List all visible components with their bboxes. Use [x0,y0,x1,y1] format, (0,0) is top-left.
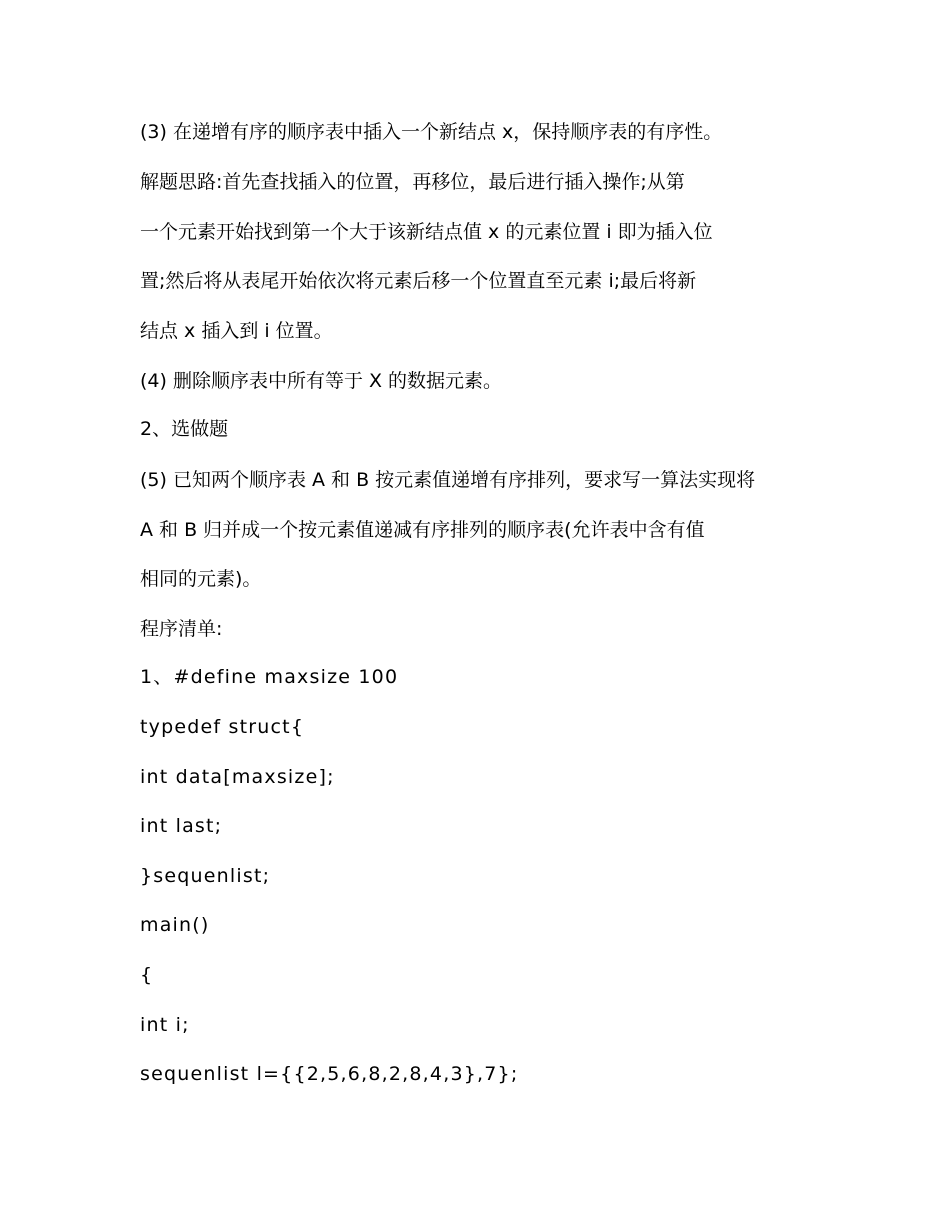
solution-idea-line-1: 解题思路:首先查找插入的位置，再移位，最后进行插入操作;从第 [140,171,685,193]
task-5-line-3: 相同的元素)。 [140,568,262,590]
program-listing-heading: 程序清单: [140,618,223,640]
solution-idea-line-2: 一个元素开始找到第一个大于该新结点值 x 的元素位置 i 即为插入位 [140,221,713,243]
code-line: }sequenlist; [140,865,271,887]
code-line: 1、#define maxsize 100 [140,666,399,688]
solution-idea-line-3: 置;然后将从表尾开始依次将元素后移一个位置直至元素 i;最后将新 [140,270,697,292]
task-5-line-2: A 和 B 归并成一个按元素值递减有序排列的顺序表(允许表中含有值 [140,519,705,541]
code-line: { [140,964,154,986]
task-3-description: (3) 在递增有序的顺序表中插入一个新结点 x，保持顺序表的有序性。 [140,121,723,143]
code-line: int last; [140,815,223,837]
optional-section-heading: 2、选做题 [140,418,229,440]
code-line: typedef struct{ [140,716,305,738]
task-5-line-1: (5) 已知两个顺序表 A 和 B 按元素值递增有序排列，要求写一算法实现将 [140,469,756,491]
code-line: sequenlist l={{2,5,6,8,2,8,4,3},7}; [140,1063,519,1085]
code-line: main() [140,914,210,936]
code-line: int data[maxsize]; [140,766,335,788]
solution-idea-line-4: 结点 x 插入到 i 位置。 [140,320,333,342]
task-4-description: (4) 删除顺序表中所有等于 X 的数据元素。 [140,370,503,392]
code-line: int i; [140,1014,190,1036]
